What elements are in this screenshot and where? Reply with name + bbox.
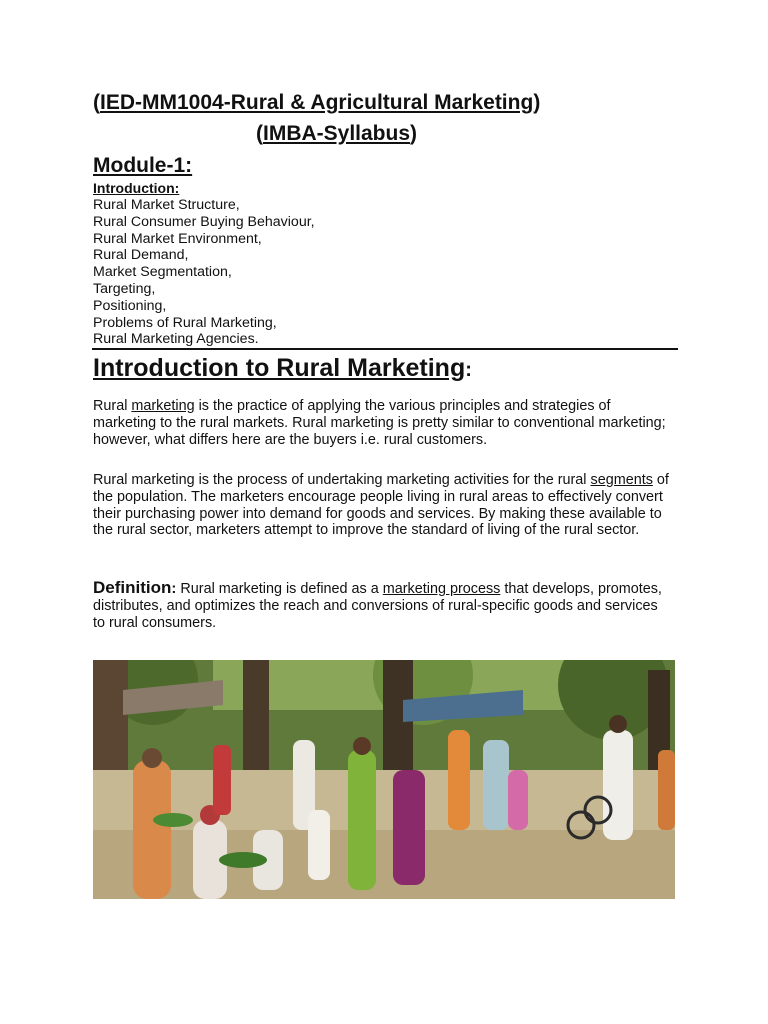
definition-body: that develops, promotes, distributes, and optimizes the reach and conversions of rural-specific goods and services to rural consumers. <box>93 581 662 631</box>
paragraph-2-lead: Rural marketing is the process of undertaking marketing activities for the rural <box>93 472 591 488</box>
document-title-line-2 <box>256 122 417 146</box>
marketing-link[interactable]: marketing <box>131 398 195 414</box>
topic-list <box>93 197 315 348</box>
person <box>348 750 376 890</box>
person <box>393 770 425 885</box>
module-heading: Module-1: <box>93 154 193 177</box>
topic-item: Problems of Rural Marketing, <box>93 314 277 331</box>
person-head <box>353 737 371 755</box>
rural-market-photo <box>93 660 675 899</box>
person <box>448 730 470 830</box>
definition-paragraph <box>93 580 673 631</box>
paragraph-2 <box>93 472 673 539</box>
person <box>603 730 633 840</box>
subtitle-paren-open: ( <box>256 122 263 145</box>
topic-item: Rural Market Environment, <box>93 230 262 247</box>
person <box>483 740 509 830</box>
definition-colon: : <box>171 580 177 597</box>
paragraph-1-body: is the practice of applying the various principles and strategies of marketing to the rural markets. Rural marketing is pretty similar to conventional marketing; however, what differs here are the buyers i.e. rural customers. <box>93 398 666 448</box>
person-head <box>609 715 627 733</box>
topic-item: Positioning, <box>93 297 167 314</box>
paragraph-2-body: of the population. The marketers encourage people living in rural areas to effectively convert their purchasing power into demand for goods and services. By making these available to the rural sector, marketers attempt to improve the standard of living of the rural sector. <box>93 472 669 539</box>
person <box>508 770 528 830</box>
rural-market-illustration <box>93 660 675 899</box>
topic-item: Rural Consumer Buying Behaviour, <box>93 213 315 230</box>
paragraph-1-lead: Rural <box>93 398 132 414</box>
person <box>308 810 330 880</box>
vegetable-pile <box>153 813 193 827</box>
paragraph-1 <box>93 398 673 448</box>
topic-item: Rural Market Structure, <box>93 197 240 213</box>
section-heading-colon: : <box>465 359 472 381</box>
title-paren-close: ) <box>533 91 541 114</box>
document-title-line-1 <box>93 91 540 115</box>
dirt-ground-near <box>93 830 675 899</box>
section-heading <box>93 352 472 386</box>
course-title: IED-MM1004-Rural & Agricultural Marketing <box>100 91 534 114</box>
definition-label: Definition <box>93 578 172 597</box>
segments-link[interactable]: segments <box>590 472 653 488</box>
introduction-label: Introduction: <box>93 180 180 196</box>
marketing-process-link[interactable]: marketing process <box>382 581 501 597</box>
definition-lead: Rural marketing is defined as a <box>176 581 383 597</box>
person-head <box>142 748 162 768</box>
section-divider <box>92 348 678 350</box>
topic-item: Rural Demand, <box>93 247 189 264</box>
vegetable-pile <box>219 852 267 868</box>
person <box>213 745 231 815</box>
subtitle-paren-close: ) <box>410 122 418 145</box>
person <box>133 760 171 899</box>
syllabus-title: IMBA-Syllabus <box>263 122 411 145</box>
topic-item: Targeting, <box>93 280 156 297</box>
topic-item: Market Segmentation, <box>93 264 232 281</box>
title-paren-open: ( <box>93 91 100 114</box>
person <box>658 750 675 830</box>
section-heading-text: Introduction to Rural Marketing <box>93 354 466 382</box>
topic-item: Rural Marketing Agencies. <box>93 331 259 348</box>
